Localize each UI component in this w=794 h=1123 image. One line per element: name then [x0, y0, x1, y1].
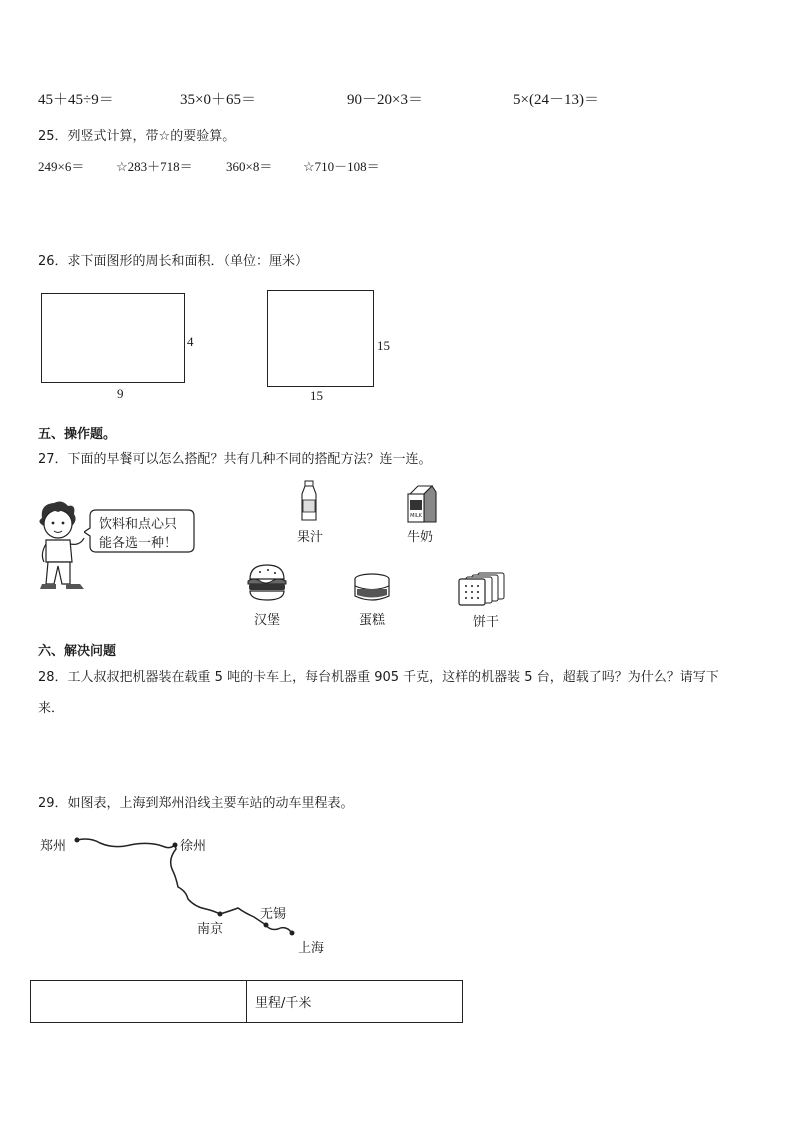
cake-icon [352, 572, 392, 602]
snack-label-hamburger: 汉堡 [253, 613, 280, 628]
station-wuxi: 无锡 [260, 906, 287, 921]
expr-2: 35×0＋65＝ [180, 92, 256, 108]
rectangle-figure [41, 293, 185, 383]
q25-title: 25．列竖式计算，带☆的要验算。 [38, 129, 236, 144]
q26-title: 26．求下面图形的周长和面积．（单位：厘米） [38, 254, 309, 269]
q27-title: 27．下面的早餐可以怎么搭配？共有几种不同的搭配方法？连一连。 [38, 452, 432, 467]
expr-4: 5×(24－13)＝ [513, 92, 599, 108]
table-row [31, 981, 463, 1023]
section5-title: 五、操作题。 [38, 427, 117, 442]
table-header-cell [31, 981, 247, 1023]
milk-carton-icon [404, 484, 438, 524]
q28-line-2: 来． [38, 701, 65, 716]
drink-label-juice: 果汁 [296, 530, 323, 545]
drink-label-milk: 牛奶 [406, 530, 433, 545]
square-figure [267, 290, 374, 387]
rect1-height-label: 4 [187, 334, 194, 349]
q29-title: 29．如图表，上海到郑州沿线主要车站的动车里程表。 [38, 796, 354, 811]
q25-item-1: 249×6＝ [38, 159, 85, 174]
expr-3: 90－20×3＝ [347, 92, 423, 108]
q28-line-1: 28．工人叔叔把机器装在载重 5 吨的卡车上，每台机器重 905 千克，这样的机器装 5 台，超载了吗？为什么？请写下 [38, 670, 719, 685]
station-xuzhou: 徐州 [180, 838, 207, 853]
hamburger-icon [246, 563, 288, 603]
speech-line-2: 能各选一种！ [99, 536, 178, 551]
rect2-height-label: 15 [377, 338, 390, 353]
svg-text:MILK: MILK [410, 513, 422, 519]
juice-bottle-icon [298, 480, 320, 522]
snack-label-cake: 蛋糕 [358, 613, 385, 628]
table-header-cell: 里程/千米 [247, 981, 463, 1023]
speech-line-1: 饮料和点心只 [99, 517, 178, 532]
rect1-width-label: 9 [117, 386, 124, 401]
q25-item-3: 360×8＝ [226, 159, 273, 174]
snack-label-biscuit: 饼干 [472, 615, 499, 630]
station-nanjing: 南京 [197, 921, 224, 936]
expr-1: 45＋45÷9＝ [38, 92, 114, 108]
q25-item-2: ☆283＋718＝ [116, 159, 193, 174]
station-shanghai: 上海 [298, 940, 325, 955]
q25-item-4: ☆710－108＝ [303, 159, 380, 174]
mileage-table [30, 980, 463, 1023]
rect2-width-label: 15 [310, 388, 323, 403]
station-zhengzhou: 郑州 [40, 838, 67, 853]
section6-title: 六、解决问题 [38, 644, 117, 659]
biscuit-icon [456, 571, 510, 607]
